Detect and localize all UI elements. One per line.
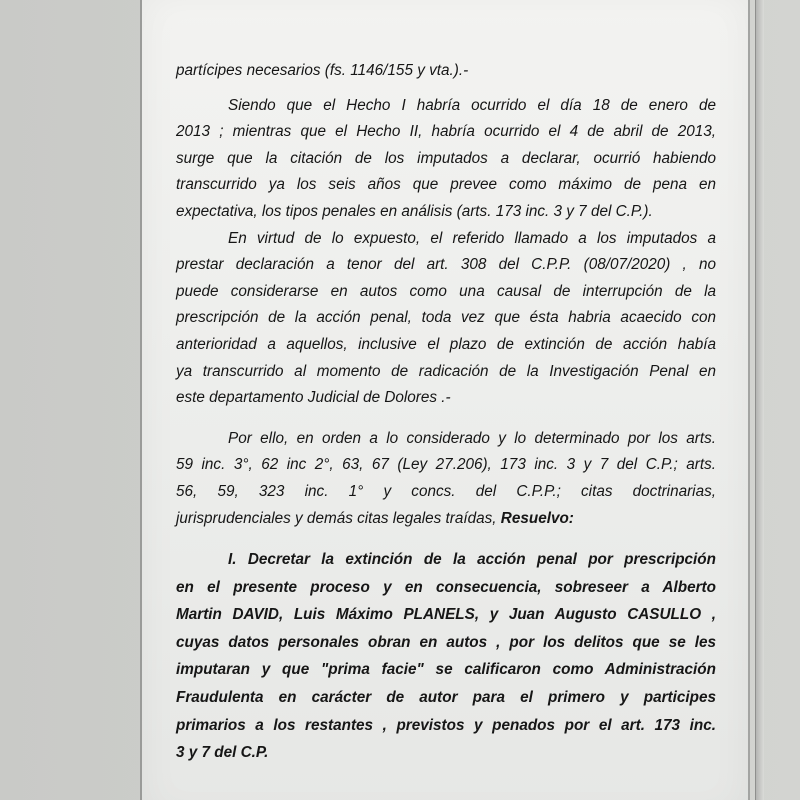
resolution-paragraph [176, 546, 716, 767]
document-body [176, 58, 716, 767]
text-line: Fraudulenta en carácter de autor para el primero y participes [176, 689, 716, 707]
resuelvo-heading: Resuelvo: [500, 509, 574, 527]
text-line: Siendo que el Hecho I habría ocurrido el día 18 de enero de [228, 96, 716, 114]
text-line [176, 506, 716, 533]
text-line: prescripción de la acción penal, toda vez que ésta habria acaecido con [176, 309, 716, 327]
text-line: en el presente proceso y en consecuencia, sobreseer a Alberto [176, 578, 716, 596]
text-line: cuyas datos personales obran en autos , por los delitos que se les [176, 633, 716, 651]
text-line: Martin DAVID, Luis Máximo PLANELS, y Juan Augusto CASULLO , [176, 606, 716, 624]
text-line: 56, 59, 323 inc. 1° y concs. del C.P.P.; citas doctrinarias, [176, 482, 716, 500]
paragraph-3 [176, 426, 716, 532]
text-line: 2013 ; mientras que el Hecho II, habría ocurrido el 4 de abril de 2013, [176, 123, 716, 141]
text-line: primarios a los restantes , previstos y penados por el art. 173 inc. [176, 716, 716, 734]
paragraph-0 [176, 58, 716, 85]
text-line: puede considerarse en autos como una causal de interrupción de la [176, 282, 716, 300]
text-line: ya transcurrido al momento de radicación de la Investigación Penal en [176, 362, 716, 380]
text-line: este departamento Judicial de Dolores .- [176, 389, 451, 407]
text-line: I. Decretar la extinción de la acción penal por prescripción [228, 551, 716, 569]
text-line: prestar declaración a tenor del art. 308 del C.P.P. (08/07/2020) , no [176, 256, 716, 274]
text-line: 59 inc. 3°, 62 inc 2°, 63, 67 (Ley 27.206), 173 inc. 3 y 7 del C.P.; arts. [176, 456, 716, 474]
text-line: En virtud de lo expuesto, el referido llamado a los imputados a [228, 229, 716, 247]
underlying-page-edge [755, 0, 764, 800]
text-line: 3 y 7 del C.P. [176, 744, 269, 762]
text-line-prefix: jurisprudenciales y demás citas legales traídas, [176, 509, 501, 527]
text-line: Por ello, en orden a lo considerado y lo determinado por los arts. [228, 429, 716, 447]
text-line: transcurrido ya los seis años que prevee como máximo de pena en [176, 176, 716, 194]
text-line: anterioridad a aquellos, inclusive el plazo de extinción de acción había [176, 335, 716, 353]
paragraph-1 [176, 93, 716, 226]
text-line: partícipes necesarios (fs. 1146/155 y vta.).- [176, 62, 469, 79]
text-line: expectativa, los tipos penales en análisis (arts. 173 inc. 3 y 7 del C.P.). [176, 202, 653, 220]
text-line: surge que la citación de los imputados a declarar, ocurrió habiendo [176, 149, 716, 167]
text-line: imputaran y que "prima facie" se calificaron como Administración [176, 661, 716, 679]
paragraph-2 [176, 226, 716, 412]
